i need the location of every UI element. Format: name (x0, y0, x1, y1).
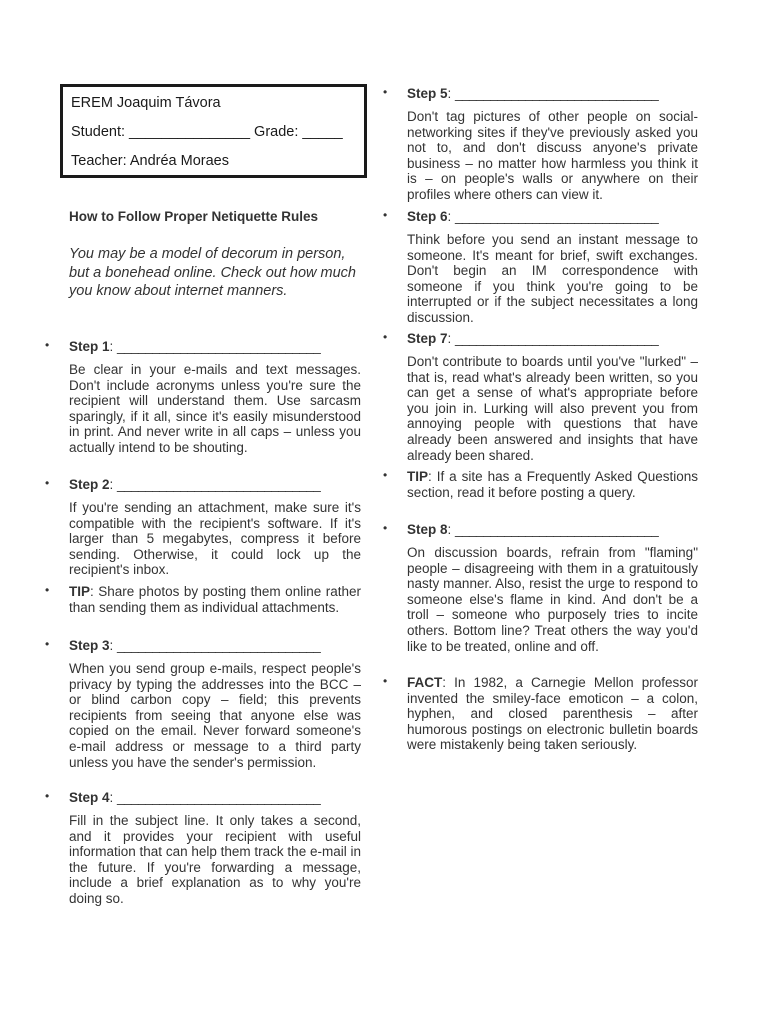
document-title: How to Follow Proper Netiquette Rules (69, 209, 319, 224)
step-text: Don't tag pictures of other people on social-networking sites if they've previously asked you not to, and don't discuss anyone's private business – no matter how harmless you think it is – on people's walls or anywhere on their profiles where others can view it. (407, 109, 698, 202)
answer-blank: _____________________________ (117, 638, 321, 653)
student-grade-line: Student: _______________ Grade: _____ (71, 124, 343, 140)
fact-text: : In 1982, a Carnegie Mellon professor invented the smiley-face emoticon – a colon, hyphen, and closed parenthesis – after humorous postings on electronic bulletin boards were mistakenly being taken seriously. (407, 675, 698, 753)
step-label: Step 7 (407, 331, 448, 346)
fact (383, 674, 698, 753)
answer-blank: _____________________________ (455, 331, 659, 346)
step-8: • Step 8: _____________________________ On discussion boards, refrain from "flaming" people – disagreeing with them in a gratuitously nasty manner. Also, resist the urge to respond to someone else's flame in kind. And don't be a troll – someone who purposely tries to incite others. Bottom line? Treat others the way you'd like to be treated, online and off. (383, 521, 698, 654)
step-label: Step 2 (69, 477, 110, 492)
fact-label: FACT (407, 675, 443, 690)
answer-blank: _____________________________ (117, 339, 321, 354)
bullet-icon: • (45, 338, 50, 352)
step-2: • Step 2: _____________________________ If you're sending an attachment, make sure it's compatible with the recipient's software. If it's larger than 5 megabytes, compress it before sending. Otherwise, it could lock up the recipient's inbox. (45, 476, 361, 578)
tip-label: TIP (407, 469, 429, 484)
step-3: • Step 3: _____________________________ When you send group e-mails, respect people's privacy by typing the addresses into the BCC – or blind carbon copy – field; this prevents recipients from seeing that anyone else was copied on the email. Never forward someone's e-mail address or message to a third party unless you have the sender's permission. (45, 637, 361, 770)
teacher-name: Teacher: Andréa Moraes (71, 153, 229, 169)
answer-blank: _____________________________ (455, 86, 659, 101)
header-box (60, 84, 367, 178)
step-5: • Step 5: _____________________________ Don't tag pictures of other people on social-networking sites if they've previously asked you not to, and don't discuss anyone's private business – no matter how harmless you think it is – on people's walls or anywhere on their profiles where others can view it. (383, 85, 698, 202)
step-6: • Step 6: _____________________________ Think before you send an instant message to someone. It's meant for brief, swift exchanges. Don't begin an IM correspondence with someone if you think you're going to be interrupted or if the subject necessitates a long discussion. (383, 208, 698, 325)
bullet-icon: • (383, 85, 388, 99)
step-text: Be clear in your e-mails and text messages. Don't include acronyms unless you're sure the recipient will understand them. Use sarcasm sparingly, if it all, since it's easily misunderstood in print. And never write in all caps – unless you actually intend to be shouting. (69, 362, 361, 455)
tip-2 (383, 468, 698, 500)
step-text: If you're sending an attachment, make sure it's compatible with the recipient's software. If it's larger than 5 megabytes, compress it before sending. Otherwise, it could lock up the recipient's inbox. (69, 500, 361, 578)
step-4: • Step 4: _____________________________ Fill in the subject line. It only takes a second, and it provides your recipient with useful information that can help them track the e-mail in the future. If you're forwarding a message, include a brief explanation as to why you're doing so. (45, 789, 361, 906)
step-label: Step 8 (407, 522, 448, 537)
step-text: Think before you send an instant message to someone. It's meant for brief, swift exchanges. Don't begin an IM correspondence with someone if you think you're going to be interrupted or if the subject necessitates a long discussion. (407, 232, 698, 325)
step-label: Step 6 (407, 209, 448, 224)
answer-blank: _____________________________ (117, 477, 321, 492)
bullet-icon: • (45, 476, 50, 490)
step-7: • Step 7: _____________________________ Don't contribute to boards until you've "lurked" – that is, read what's already been written, so you can get a sense of what's appropriate before you join in. Lurking will also prevent you from annoying people with questions that have already been answered and insights that have already been shared. (383, 330, 698, 463)
step-label: Step 1 (69, 339, 110, 354)
tip-label: TIP (69, 584, 91, 599)
step-text: On discussion boards, refrain from "flaming" people – disagreeing with them in a gratuitously nasty manner. Also, resist the urge to respond to someone else's flame in kind. And don't be a troll – someone who purposely tries to incite others. Bottom line? Treat others the way you'd like to be treated, online and off. (407, 545, 698, 654)
bullet-icon: • (383, 208, 388, 222)
bullet-icon: • (383, 330, 388, 344)
bullet-icon: • (383, 468, 388, 482)
school-name: EREM Joaquim Távora (71, 95, 221, 111)
tip-text: : If a site has a Frequently Asked Questions section, read it before posting a query. (407, 469, 698, 500)
bullet-icon: • (45, 637, 50, 651)
step-text: When you send group e-mails, respect people's privacy by typing the addresses into the BCC – or blind carbon copy – field; this prevents recipients from seeing that anyone else was copied on the email. Never forward someone's e-mail address or message to a third party unless you have the sender's permission. (69, 661, 361, 770)
step-1: • Step 1: _____________________________ Be clear in your e-mails and text messages. Don't include acronyms unless you're sure the recipient will understand them. Use sarcasm sparingly, if it all, since it's easily misunderstood in print. And never write in all caps – unless you actually intend to be shouting. (45, 338, 361, 455)
step-label: Step 3 (69, 638, 110, 653)
bullet-icon: • (45, 789, 50, 803)
answer-blank: _____________________________ (455, 522, 659, 537)
step-text: Fill in the subject line. It only takes a second, and it provides your recipient with useful information that can help them track the e-mail in the future. If you're forwarding a message, include a brief explanation as to why you're doing so. (69, 813, 361, 906)
step-text: Don't contribute to boards until you've "lurked" – that is, read what's already been written, so you can get a sense of what's appropriate before you join in. Lurking will also prevent you from annoying people with questions that have already been answered and insights that have already been shared. (407, 354, 698, 463)
answer-blank: _____________________________ (455, 209, 659, 224)
bullet-icon: • (383, 674, 388, 688)
tip-1 (45, 583, 361, 615)
step-label: Step 5 (407, 86, 448, 101)
answer-blank: _____________________________ (117, 790, 321, 805)
bullet-icon: • (45, 583, 50, 597)
tip-text: : Share photos by posting them online rather than sending them as individual attachments. (69, 584, 361, 615)
step-label: Step 4 (69, 790, 110, 805)
bullet-icon: • (383, 521, 388, 535)
intro-paragraph: You may be a model of decorum in person, but a bonehead online. Check out how much you know about internet manners. (69, 246, 356, 299)
